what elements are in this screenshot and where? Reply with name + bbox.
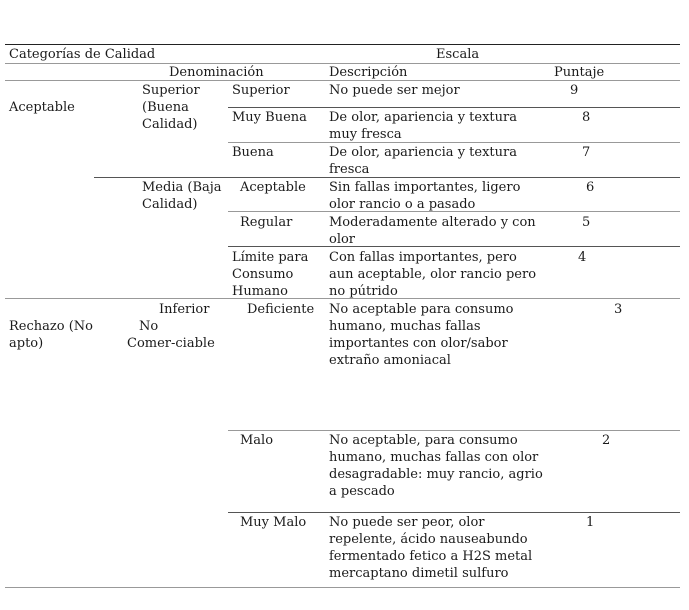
group-media: Media (Baja Calidad) [142, 180, 222, 212]
header-descripcion: Descripción [329, 65, 408, 80]
row-rule-malo [228, 512, 680, 513]
row-score-superior: 9 [570, 83, 579, 98]
group-superior: Superior (Buena Calidad) [142, 83, 200, 132]
row-name-regular: Regular [240, 215, 293, 230]
row-desc-muy-buena-text: De olor, apariencia y textura muy fresca [329, 110, 517, 142]
header-puntaje: Puntaje [554, 65, 605, 80]
header-escala: Escala [436, 47, 480, 62]
row-score-deficiente: 3 [614, 302, 623, 317]
row-desc-muy-malo: No puede ser peor, olor repelente, ácido nauseabundo fermentado fetico a H2S metal mercaptano dimetil sulfuro [329, 515, 533, 581]
row-score-aceptable: 6 [586, 180, 595, 195]
row-rule-deficiente [228, 430, 680, 431]
row-desc-regular: Moderadamente alterado y con olor [329, 215, 536, 247]
group-inferior: Inferior [159, 302, 210, 317]
header-categorias: Categorías de Calidad [9, 47, 156, 62]
table-bottom-rule [5, 587, 680, 588]
row-name-deficiente: Deficiente [247, 302, 315, 317]
row-score-malo: 2 [602, 433, 611, 448]
row-desc-malo: No aceptable, para consumo humano, muchas fallas con olor desagradable: muy rancio, agrio a pescado [329, 433, 543, 499]
row-name-limite: Límite para Consumo Humano [232, 250, 309, 299]
row-name-malo: Malo [240, 433, 274, 448]
row-score-limite: 4 [578, 250, 587, 265]
group-no: No [139, 319, 159, 334]
row-score-buena: 7 [582, 145, 591, 160]
row-score-muy-malo: 1 [586, 515, 595, 530]
row-desc-limite: Con fallas importantes, pero aun aceptable, olor rancio pero no pútrido [329, 250, 537, 299]
category-rechazo: Rechazo (No apto) [9, 319, 93, 351]
row-desc-aceptable: Sin fallas importantes, ligero olor rancio o a pasado [329, 180, 521, 212]
row-name-buena: Buena [232, 145, 274, 160]
group-comerciable: Comer-ciable [127, 336, 215, 351]
row-desc-deficiente: No aceptable para consumo humano, muchas fallas importantes con olor/sabor extraño amoniacal [329, 302, 514, 368]
row-name-aceptable: Aceptable [240, 180, 306, 195]
header-denominacion: Denominación [169, 65, 264, 80]
row-name-superior: Superior [232, 83, 290, 98]
row-name-muy-buena: Muy Buena [232, 110, 307, 125]
row-name-muy-malo: Muy Malo [240, 515, 307, 530]
row-desc-superior: No puede ser mejor [329, 83, 460, 98]
category-aceptable: Aceptable [9, 100, 75, 115]
row-rule-superior [228, 107, 680, 108]
row-score-muy-buena: 8 [582, 110, 591, 125]
row-score-regular: 5 [582, 215, 591, 230]
row-desc-buena: De olor, apariencia y textura fresca [329, 145, 517, 177]
table-top-rule [5, 44, 680, 45]
row-desc-muy-buena [329, 109, 529, 143]
